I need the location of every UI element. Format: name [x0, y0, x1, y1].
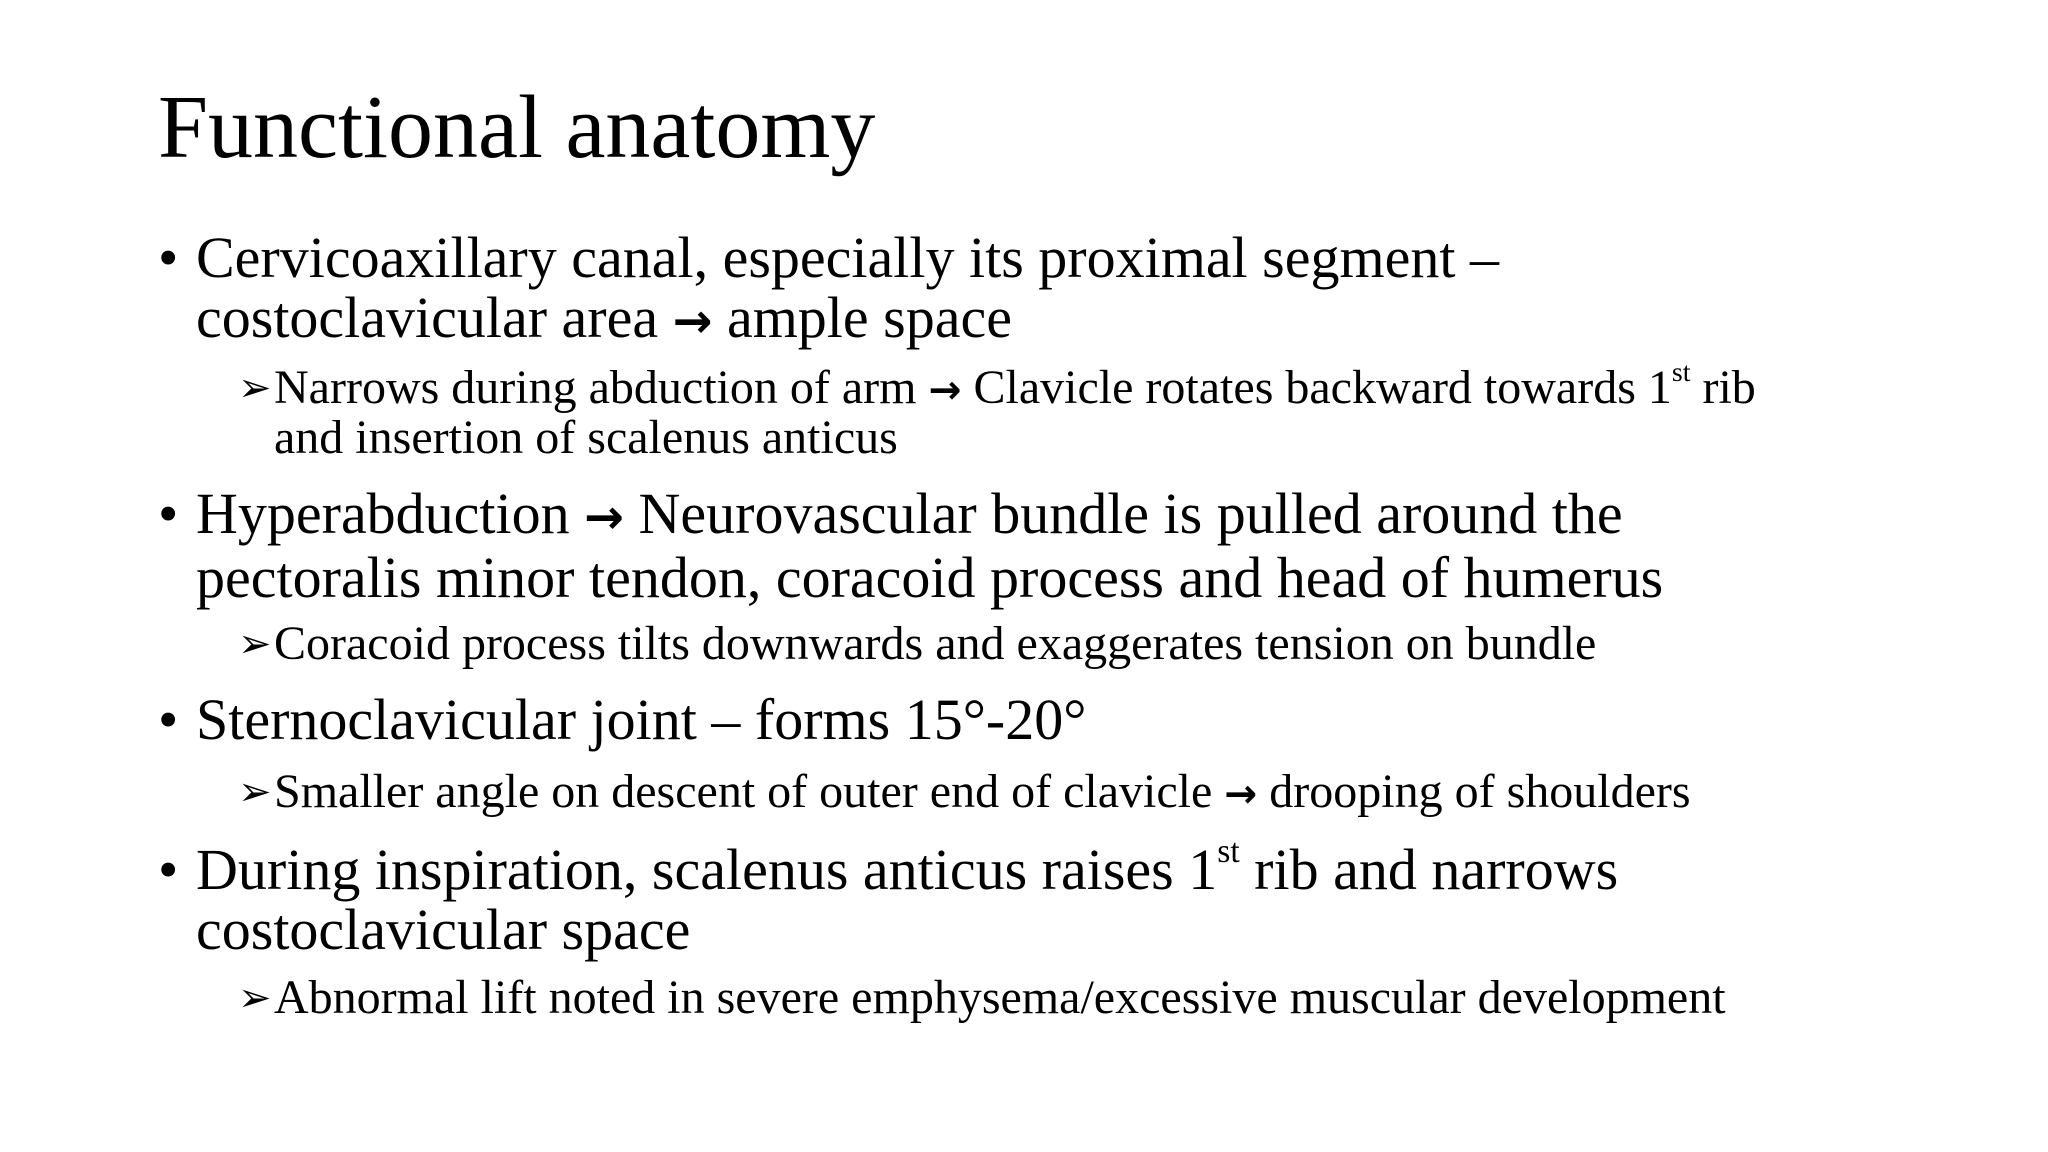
sub-bullet-item	[158, 617, 1938, 670]
sub-bullet-text: and insertion of scalenus anticus	[274, 411, 898, 464]
arrow-icon: →	[584, 490, 625, 545]
sub-bullet-text: rib	[1690, 361, 1756, 414]
bullet-text: Hyperabduction	[196, 481, 570, 546]
bullet-icon: •	[158, 687, 179, 752]
slide-title: Functional anatomy	[158, 78, 876, 177]
sub-bullet-text: Coracoid process tilts downwards and exaggerates tension on bundle	[274, 617, 1597, 670]
bullet-item	[158, 687, 1938, 752]
arrow-icon: →	[1224, 771, 1258, 817]
bullet-icon: •	[158, 225, 179, 290]
sub-bullet-text: Narrows during abduction of arm	[274, 361, 917, 414]
arrow-icon: →	[928, 367, 962, 413]
bullet-item	[158, 481, 1938, 610]
bullet-text: pectoralis minor tendon, coracoid process and head of humerus	[196, 545, 1664, 610]
arrow-icon: →	[672, 294, 713, 349]
bullet-text: Cervicoaxillary canal, especially its proximal segment –	[196, 225, 1499, 290]
superscript: st	[1217, 833, 1240, 871]
bullet-text: Sternoclavicular joint – forms 15°-20°	[196, 687, 1087, 752]
bullet-item	[158, 833, 1938, 962]
sub-bullet-text: Abnormal lift noted in severe emphysema/excessive muscular development	[274, 971, 1726, 1024]
sub-bullet-text: Smaller angle on descent of outer end of clavicle	[274, 765, 1213, 818]
sub-bullet-text: drooping of shoulders	[1269, 765, 1691, 818]
bullet-icon: •	[158, 837, 179, 902]
sub-bullet-item	[158, 765, 1938, 818]
bullet-text: During inspiration, scalenus anticus raises 1	[196, 837, 1218, 902]
bullet-text: Neurovascular bundle is pulled around the	[638, 481, 1623, 546]
arrowhead-bullet-icon: ➢	[238, 769, 272, 814]
sub-bullet-text: Clavicle rotates backward towards 1	[973, 361, 1672, 414]
bullet-text: costoclavicular area	[196, 285, 659, 350]
bullet-text: ample space	[726, 285, 1012, 350]
arrowhead-bullet-icon: ➢	[238, 975, 272, 1020]
bullet-icon: •	[158, 481, 179, 546]
bullet-text: costoclavicular space	[196, 897, 691, 962]
superscript: st	[1671, 356, 1691, 388]
arrowhead-bullet-icon: ➢	[238, 365, 272, 410]
sub-bullet-item	[158, 971, 1938, 1024]
bullet-list	[158, 225, 1938, 1024]
arrowhead-bullet-icon: ➢	[238, 621, 272, 666]
bullet-text: rib and narrows	[1239, 837, 1619, 902]
sub-bullet-item	[158, 356, 1938, 464]
bullet-item	[158, 225, 1938, 352]
